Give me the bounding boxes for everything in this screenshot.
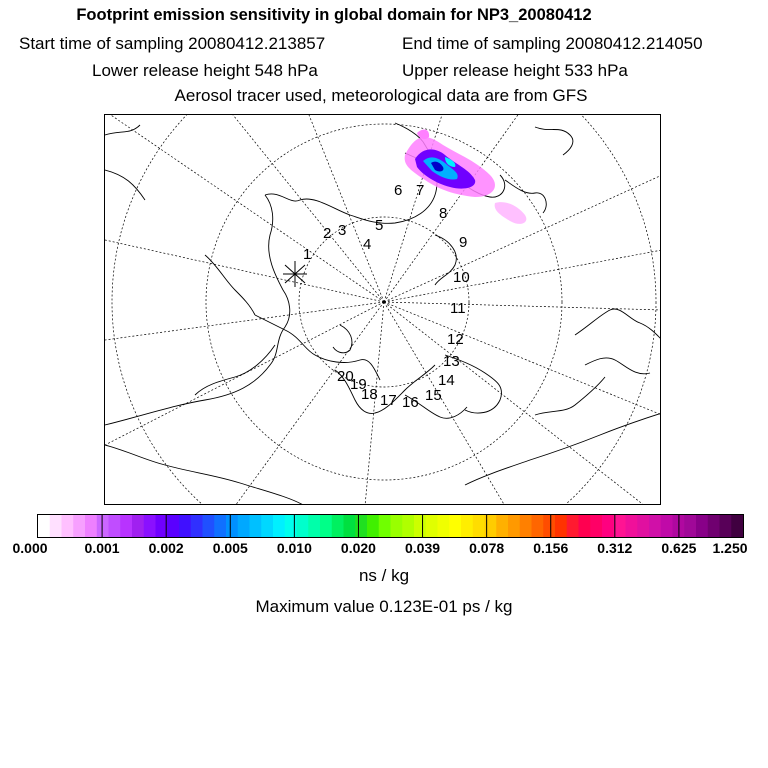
colorbar-tick-label: 0.078 — [469, 540, 505, 556]
colorbar-tick-label: 0.312 — [597, 540, 633, 556]
colorbar-swatch — [696, 515, 708, 537]
traj-label-16: 16 — [402, 394, 419, 411]
colorbar-swatch — [379, 515, 391, 537]
colorbar-swatch — [50, 515, 62, 537]
traj-label-20: 20 — [337, 368, 354, 385]
graticule — [105, 115, 661, 505]
colorbar-tick-label: 0.020 — [340, 540, 376, 556]
max-value-label: Maximum value 0.123E-01 ps / kg — [255, 597, 513, 616]
colorbar-swatch — [708, 515, 720, 537]
units-label: ns / kg — [358, 566, 410, 585]
colorbar-tick-label: 0.625 — [661, 540, 697, 556]
colorbar-swatch — [590, 515, 602, 537]
colorbar-swatch — [344, 515, 356, 537]
colorbar-tick-label: 0.005 — [212, 540, 248, 556]
colorbar-swatch — [179, 515, 191, 537]
colorbar-tick-label: 0.001 — [84, 540, 120, 556]
traj-label-2: 2 — [323, 225, 332, 242]
map-canvas — [105, 115, 661, 505]
traj-label-4: 4 — [363, 236, 372, 253]
start-time-label: Start time of sampling 20080412.213857 — [19, 34, 326, 53]
colorbar-swatch — [38, 515, 50, 537]
traj-label-14: 14 — [438, 372, 455, 389]
colorbar-swatch — [367, 515, 379, 537]
colorbar-swatch — [414, 515, 426, 537]
traj-label-12: 12 — [447, 331, 464, 348]
colorbar-swatch — [532, 515, 544, 537]
colorbar-tick-label: 0.156 — [533, 540, 569, 556]
colorbar-swatch — [637, 515, 649, 537]
traj-label-10: 10 — [453, 269, 470, 286]
colorbar-swatch — [73, 515, 85, 537]
colorbar-swatch — [214, 515, 226, 537]
traj-label-5: 5 — [375, 217, 384, 234]
colorbar-swatch — [285, 515, 297, 537]
lower-height-label: Lower release height 548 hPa — [92, 61, 318, 80]
colorbar-swatch — [449, 515, 461, 537]
colorbar-swatch — [602, 515, 614, 537]
colorbar-swatch — [555, 515, 567, 537]
colorbar-swatch — [496, 515, 508, 537]
colorbar-swatch — [132, 515, 144, 537]
colorbar-swatch — [391, 515, 403, 537]
colorbar-swatch — [332, 515, 344, 537]
colorbar-tick-label: 0.002 — [148, 540, 184, 556]
colorbar-swatch — [261, 515, 273, 537]
map-frame — [104, 114, 661, 505]
traj-label-3: 3 — [338, 222, 347, 239]
colorbar-swatch — [684, 515, 696, 537]
colorbar-swatch — [62, 515, 74, 537]
colorbar — [37, 514, 744, 538]
upper-height-label: Upper release height 533 hPa — [402, 61, 628, 80]
colorbar-swatch — [97, 515, 109, 537]
colorbar-swatch — [426, 515, 438, 537]
colorbar-swatch — [191, 515, 203, 537]
traj-label-18: 18 — [361, 386, 378, 403]
colorbar-swatch — [355, 515, 367, 537]
colorbar-swatch — [461, 515, 473, 537]
traj-label-11: 11 — [450, 300, 466, 317]
traj-label-19: 19 — [350, 376, 367, 393]
trajectory-labels — [303, 182, 470, 411]
traj-label-1: 1 — [303, 246, 312, 263]
colorbar-swatch — [109, 515, 121, 537]
end-time-label: End time of sampling 20080412.214050 — [402, 34, 703, 53]
colorbar-swatch — [661, 515, 673, 537]
colorbar-swatch — [614, 515, 626, 537]
plot-title: Footprint emission sensitivity in global domain for NP3_20080412 — [76, 6, 592, 24]
colorbar-swatch — [120, 515, 132, 537]
colorbar-swatch — [508, 515, 520, 537]
colorbar-swatch — [543, 515, 555, 537]
colorbar-swatch — [250, 515, 262, 537]
colorbar-swatch — [402, 515, 414, 537]
colorbar-swatch — [567, 515, 579, 537]
colorbar-swatch — [438, 515, 450, 537]
sensitivity-plume — [405, 130, 527, 224]
tracer-note: Aerosol tracer used, meteorological data are from GFS — [174, 86, 588, 105]
meridians — [105, 115, 661, 505]
colorbar-swatch — [731, 515, 743, 537]
colorbar-swatch — [579, 515, 591, 537]
colorbar-swatch — [167, 515, 179, 537]
colorbar-tick-label: 0.010 — [276, 540, 312, 556]
latitude-circle-60 — [112, 115, 656, 505]
colorbar-tick-label: 0.000 — [12, 540, 48, 556]
colorbar-swatch — [649, 515, 661, 537]
traj-label-13: 13 — [443, 353, 460, 370]
traj-label-8: 8 — [439, 205, 448, 222]
colorbar-swatch — [226, 515, 238, 537]
colorbar-tick-label: 0.039 — [405, 540, 441, 556]
star-icon — [283, 261, 307, 287]
colorbar-swatch — [520, 515, 532, 537]
traj-label-7: 7 — [416, 182, 425, 199]
colorbar-swatch — [473, 515, 485, 537]
colorbar-swatch — [144, 515, 156, 537]
colorbar-swatches — [38, 515, 743, 537]
colorbar-swatch — [203, 515, 215, 537]
traj-label-17: 17 — [380, 392, 397, 409]
colorbar-swatch — [320, 515, 332, 537]
colorbar-swatch — [238, 515, 250, 537]
colorbar-swatch — [297, 515, 309, 537]
colorbar-swatch — [308, 515, 320, 537]
colorbar-swatch — [85, 515, 97, 537]
colorbar-swatch — [273, 515, 285, 537]
traj-label-9: 9 — [459, 234, 468, 251]
colorbar-swatch — [626, 515, 638, 537]
traj-label-15: 15 — [425, 387, 442, 404]
colorbar-tick-label: 1.250 — [712, 540, 748, 556]
colorbar-swatch — [720, 515, 732, 537]
traj-label-6: 6 — [394, 182, 403, 199]
